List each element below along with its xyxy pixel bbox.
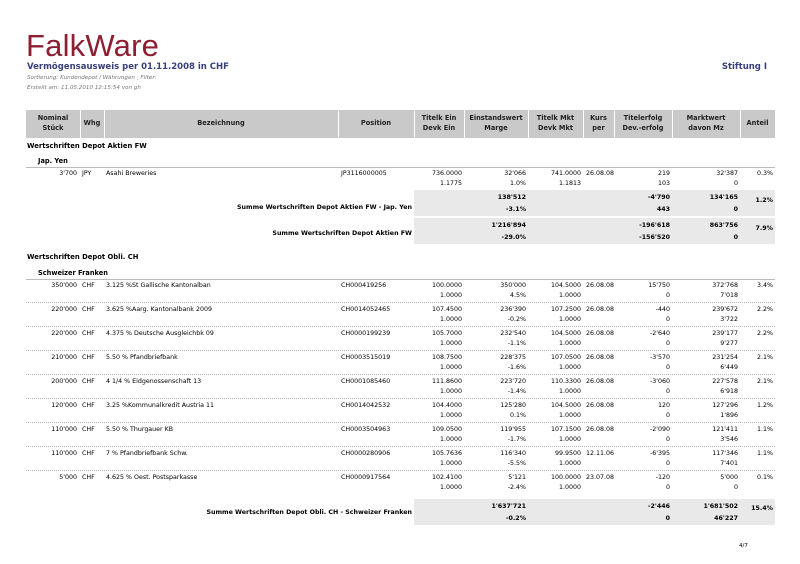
kurs-date-cell: 26.08.08 <box>586 330 615 337</box>
col-whg: Whg <box>83 119 101 127</box>
devk-ein-cell: 1.0000 <box>439 484 462 491</box>
nominal-cell: 210'000 <box>51 354 77 361</box>
subtotal-deverfolg: 443 <box>656 206 670 213</box>
titelk-mkt-cell: 104.5000 <box>550 330 581 337</box>
kurs-date-cell: 26.08.08 <box>586 426 615 433</box>
subtotal-anteil: 1.2% <box>755 197 773 204</box>
subtotal-titelerfolg: -2'446 <box>647 503 670 510</box>
einstandswert-cell: 223'720 <box>500 378 526 385</box>
titelerfolg-cell: 15'750 <box>648 282 670 289</box>
devk-mkt-cell: 1.0000 <box>558 292 581 299</box>
row-divider <box>26 350 775 351</box>
devk-ein-cell: 1.0000 <box>439 412 462 419</box>
einstandswert-cell: 116'340 <box>500 450 526 457</box>
mz-cell: 7'401 <box>720 460 738 467</box>
devk-mkt-cell: 1.0000 <box>558 436 581 443</box>
position-cell: CH0014042532 <box>341 402 391 409</box>
titelk-mkt-cell: 104.5000 <box>550 282 581 289</box>
group-title: Schweizer Franken <box>38 269 108 277</box>
devk-ein-cell: 1.1775 <box>439 180 462 187</box>
position-cell: CH000419256 <box>341 282 387 289</box>
position-cell: JP3116000005 <box>341 170 387 177</box>
section-total-deverfolg: -156'520 <box>639 234 670 241</box>
currency-cell: JPY <box>82 170 92 177</box>
anteil-cell: 1.1% <box>757 426 773 433</box>
titelk-ein-cell: 109.0500 <box>431 426 462 433</box>
einstandswert-cell: 125'280 <box>500 402 526 409</box>
subtotal-marge: -0.2% <box>505 515 526 522</box>
subtotal-mz: 46'227 <box>714 515 738 522</box>
kurs-date-cell: 26.08.08 <box>586 378 615 385</box>
position-cell: CH0000199239 <box>341 330 391 337</box>
marge-cell: 4.5% <box>510 292 526 299</box>
titelerfolg-cell: -2'090 <box>649 426 670 433</box>
anteil-cell: 2.2% <box>757 306 773 313</box>
kurs-date-cell: 26.08.08 <box>586 282 615 289</box>
devk-ein-cell: 1.0000 <box>439 460 462 467</box>
col-titelk-mkt: Titelk Mkt Devk Mkt <box>536 114 575 132</box>
einstandswert-cell: 5'121 <box>508 474 526 481</box>
marktwert-cell: 121'411 <box>712 426 738 433</box>
deverfolg-cell: 0 <box>665 364 670 371</box>
col-position: Position <box>360 119 392 127</box>
titelerfolg-cell: -3'060 <box>649 378 670 385</box>
name-cell: Asahi Breweries <box>106 170 157 177</box>
titelerfolg-cell: 219 <box>657 170 670 177</box>
marge-cell: -1.1% <box>507 340 526 347</box>
section-total-label: Summe Wertschriften Depot Aktien FW <box>272 230 412 237</box>
marge-cell: -1.6% <box>507 364 526 371</box>
titelk-mkt-cell: 741.0000 <box>550 170 581 177</box>
position-cell: CH0003504963 <box>341 426 391 433</box>
currency-cell: CHF <box>82 330 95 337</box>
subtotal-label: Summe Wertschriften Depot Aktien FW - Jap. Yen <box>236 204 412 211</box>
anteil-cell: 2.1% <box>757 378 773 385</box>
currency-cell: CHF <box>82 306 95 313</box>
titelerfolg-cell: -120 <box>655 474 670 481</box>
position-cell: CH0000917564 <box>341 474 391 481</box>
marge-cell: -1.4% <box>507 388 526 395</box>
col-anteil: Anteil <box>746 119 769 127</box>
created-info: Erstellt am: 11.05.2010 12:15:54 von gh <box>27 85 141 91</box>
titelk-ein-cell: 104.4000 <box>431 402 462 409</box>
currency-cell: CHF <box>82 378 95 385</box>
subtotal-titelerfolg: -4'790 <box>647 194 670 201</box>
deverfolg-cell: 0 <box>665 460 670 467</box>
einstandswert-cell: 119'955 <box>500 426 526 433</box>
titelerfolg-cell: -3'570 <box>649 354 670 361</box>
titelk-mkt-cell: 104.5000 <box>550 402 581 409</box>
anteil-cell: 0.1% <box>757 474 773 481</box>
titelk-mkt-cell: 107.0500 <box>550 354 581 361</box>
devk-mkt-cell: 1.0000 <box>558 316 581 323</box>
marktwert-cell: 5'000 <box>720 474 738 481</box>
name-cell: 7 % Pfandbriefbank Schw. <box>106 450 188 457</box>
einstandswert-cell: 350'000 <box>500 282 526 289</box>
row-divider <box>26 446 775 447</box>
group-title: Jap. Yen <box>38 157 68 165</box>
devk-ein-cell: 1.0000 <box>439 340 462 347</box>
name-cell: 4 1/4 % Eidgenossenschaft 13 <box>106 378 202 385</box>
mz-cell: 6'918 <box>720 388 738 395</box>
name-cell: 4.625 % Oest. Postsparkasse <box>106 474 198 481</box>
marge-cell: -1.7% <box>507 436 526 443</box>
subtotal-anteil: 15.4% <box>751 505 773 512</box>
devk-mkt-cell: 1.0000 <box>558 484 581 491</box>
col-kurs: Kurs per <box>590 114 607 132</box>
titelk-mkt-cell: 107.1500 <box>550 426 581 433</box>
einstandswert-cell: 236'390 <box>500 306 526 313</box>
section-title: Wertschriften Depot Obli. CH <box>27 253 139 261</box>
marktwert-cell: 231'254 <box>712 354 738 361</box>
mz-cell: 6'449 <box>720 364 738 371</box>
marktwert-cell: 239'672 <box>712 306 738 313</box>
titelk-mkt-cell: 107.2500 <box>550 306 581 313</box>
deverfolg-cell: 0 <box>665 292 670 299</box>
deverfolg-cell: 0 <box>665 412 670 419</box>
anteil-cell: 1.2% <box>757 402 773 409</box>
marge-cell: 1.0% <box>510 180 526 187</box>
devk-ein-cell: 1.0000 <box>439 436 462 443</box>
name-cell: 3.25 %Kommunalkredit Austria 11 <box>106 402 214 409</box>
row-divider <box>26 374 775 375</box>
nominal-cell: 350'000 <box>51 282 77 289</box>
titelerfolg-cell: -2'640 <box>649 330 670 337</box>
name-cell: 5.50 % Pfandbriefbank <box>106 354 178 361</box>
mz-cell: 1'896 <box>720 412 738 419</box>
kurs-date-cell: 26.08.08 <box>586 306 615 313</box>
nominal-cell: 110'000 <box>51 426 77 433</box>
einstandswert-cell: 228'375 <box>500 354 526 361</box>
position-cell: CH0000280906 <box>341 450 391 457</box>
deverfolg-cell: 0 <box>665 388 670 395</box>
row-divider <box>26 422 775 423</box>
devk-mkt-cell: 1.0000 <box>558 388 581 395</box>
marktwert-cell: 372'768 <box>712 282 738 289</box>
name-cell: 3.625 %Aarg. Kantonalbank 2009 <box>106 306 212 313</box>
col-titelk-ein: Titelk Ein Devk Ein <box>421 114 457 132</box>
subtotal-mz: 0 <box>733 206 738 213</box>
titelk-ein-cell: 105.7000 <box>431 330 462 337</box>
deverfolg-cell: 0 <box>665 436 670 443</box>
marktwert-cell: 32'387 <box>716 170 738 177</box>
section-total-anteil: 7.9% <box>755 225 773 232</box>
subtotal-marktwert: 1'681'502 <box>703 503 738 510</box>
kurs-date-cell: 26.08.08 <box>586 354 615 361</box>
nominal-cell: 3'700 <box>59 170 77 177</box>
titelerfolg-cell: -440 <box>655 306 670 313</box>
marge-cell: -0.2% <box>507 316 526 323</box>
col-einstandswert: Einstandswert Marge <box>469 114 523 132</box>
currency-cell: CHF <box>82 402 95 409</box>
devk-mkt-cell: 1.0000 <box>558 364 581 371</box>
devk-mkt-cell: 1.0000 <box>558 340 581 347</box>
titelk-mkt-cell: 99.9500 <box>554 450 581 457</box>
subtotal-marktwert: 134'165 <box>709 194 738 201</box>
section-total-titelerfolg: -196'618 <box>639 222 670 229</box>
titelk-mkt-cell: 110.3300 <box>550 378 581 385</box>
currency-cell: CHF <box>82 426 95 433</box>
section-total-einstandswert: 1'216'894 <box>491 222 526 229</box>
titelk-ein-cell: 107.4500 <box>431 306 462 313</box>
titelk-ein-cell: 108.7500 <box>431 354 462 361</box>
devk-ein-cell: 1.0000 <box>439 388 462 395</box>
devk-ein-cell: 1.0000 <box>439 364 462 371</box>
mz-cell: 3'546 <box>720 436 738 443</box>
anteil-cell: 1.1% <box>757 450 773 457</box>
subtotal-einstandswert: 1'637'721 <box>491 503 526 510</box>
section-total-marge: -29.0% <box>501 234 526 241</box>
currency-cell: CHF <box>82 474 95 481</box>
subtotal-marge: -3.1% <box>505 206 526 213</box>
mz-cell: 3'722 <box>720 316 738 323</box>
titelk-ein-cell: 102.4100 <box>431 474 462 481</box>
page-number: 4/7 <box>738 543 748 549</box>
devk-mkt-cell: 1.1813 <box>558 180 581 187</box>
name-cell: 4.375 % Deutsche Ausgleichbk 09 <box>106 330 214 337</box>
nominal-cell: 220'000 <box>51 330 77 337</box>
deverfolg-cell: 0 <box>665 340 670 347</box>
nominal-cell: 200'000 <box>51 378 77 385</box>
col-bezeichnung: Bezeichnung <box>197 119 245 127</box>
section-total-mz: 0 <box>733 234 738 241</box>
name-cell: 3.125 %St Gallische Kantonalban <box>106 282 211 289</box>
row-divider <box>26 167 775 168</box>
nominal-cell: 110'000 <box>51 450 77 457</box>
titelerfolg-cell: -6'395 <box>649 450 670 457</box>
mz-cell: 9'277 <box>720 340 738 347</box>
titelk-ein-cell: 100.0000 <box>431 282 462 289</box>
position-cell: CH0003515019 <box>341 354 391 361</box>
currency-cell: CHF <box>82 354 95 361</box>
col-titelerfolg: Titelerfolg Dev.-erfolg <box>622 114 664 132</box>
mz-cell: 0 <box>733 484 738 491</box>
col-marktwert: Marktwert davon Mz <box>686 114 726 132</box>
sorting-info: Sortierung: Kundendepot / Währungen ; Filter: <box>27 75 157 81</box>
position-cell: CH0014052465 <box>341 306 391 313</box>
subtotal-einstandswert: 138'512 <box>497 194 526 201</box>
titelk-ein-cell: 736.0000 <box>431 170 462 177</box>
currency-cell: CHF <box>82 282 95 289</box>
anteil-cell: 2.1% <box>757 354 773 361</box>
nominal-cell: 220'000 <box>51 306 77 313</box>
marge-cell: -2.4% <box>507 484 526 491</box>
kurs-date-cell: 26.08.08 <box>586 402 615 409</box>
row-divider <box>26 302 775 303</box>
row-divider <box>26 279 775 280</box>
marktwert-cell: 227'578 <box>712 378 738 385</box>
row-divider <box>26 398 775 399</box>
kurs-date-cell: 23.07.08 <box>586 474 615 481</box>
titelk-ein-cell: 111.8600 <box>431 378 462 385</box>
marktwert-cell: 117'346 <box>712 450 738 457</box>
row-divider <box>26 470 775 471</box>
deverfolg-cell: 0 <box>665 316 670 323</box>
deverfolg-cell: 103 <box>657 180 670 187</box>
report-title: Vermögensausweis per 01.11.2008 in CHF <box>27 62 229 72</box>
devk-mkt-cell: 1.0000 <box>558 460 581 467</box>
currency-cell: CHF <box>82 450 95 457</box>
row-divider <box>26 326 775 327</box>
devk-ein-cell: 1.0000 <box>439 316 462 323</box>
marge-cell: 0.1% <box>510 412 526 419</box>
titelerfolg-cell: 120 <box>657 402 670 409</box>
marktwert-cell: 127'296 <box>712 402 738 409</box>
col-nominal: Nominal Stück <box>37 114 69 132</box>
nominal-cell: 5'000 <box>59 474 77 481</box>
titelk-ein-cell: 105.7636 <box>431 450 462 457</box>
mz-cell: 7'018 <box>720 292 738 299</box>
kurs-date-cell: 12.11.06 <box>586 450 615 457</box>
nominal-cell: 120'000 <box>51 402 77 409</box>
marge-cell: -5.5% <box>507 460 526 467</box>
section-total-marktwert: 863'756 <box>709 222 738 229</box>
einstandswert-cell: 232'540 <box>500 330 526 337</box>
client-name: Stiftung I <box>721 62 767 72</box>
marktwert-cell: 239'177 <box>712 330 738 337</box>
einstandswert-cell: 32'066 <box>504 170 526 177</box>
titelk-mkt-cell: 100.0000 <box>550 474 581 481</box>
position-cell: CH0001085460 <box>341 378 391 385</box>
subtotal-deverfolg: 0 <box>665 515 670 522</box>
kurs-date-cell: 26.08.08 <box>586 170 615 177</box>
deverfolg-cell: 0 <box>665 484 670 491</box>
anteil-cell: 3.4% <box>757 282 773 289</box>
devk-ein-cell: 1.0000 <box>439 292 462 299</box>
mz-cell: 0 <box>733 180 738 187</box>
devk-mkt-cell: 1.0000 <box>558 412 581 419</box>
name-cell: 5.50 % Thurgauer KB <box>106 426 174 433</box>
subtotal-label: Summe Wertschriften Depot Obli. CH - Schweizer Franken <box>206 509 412 516</box>
brand-logo: FalkWare <box>26 28 160 63</box>
anteil-cell: 2.2% <box>757 330 773 337</box>
anteil-cell: 0.3% <box>757 170 773 177</box>
section-title: Wertschriften Depot Aktien FW <box>27 142 147 150</box>
